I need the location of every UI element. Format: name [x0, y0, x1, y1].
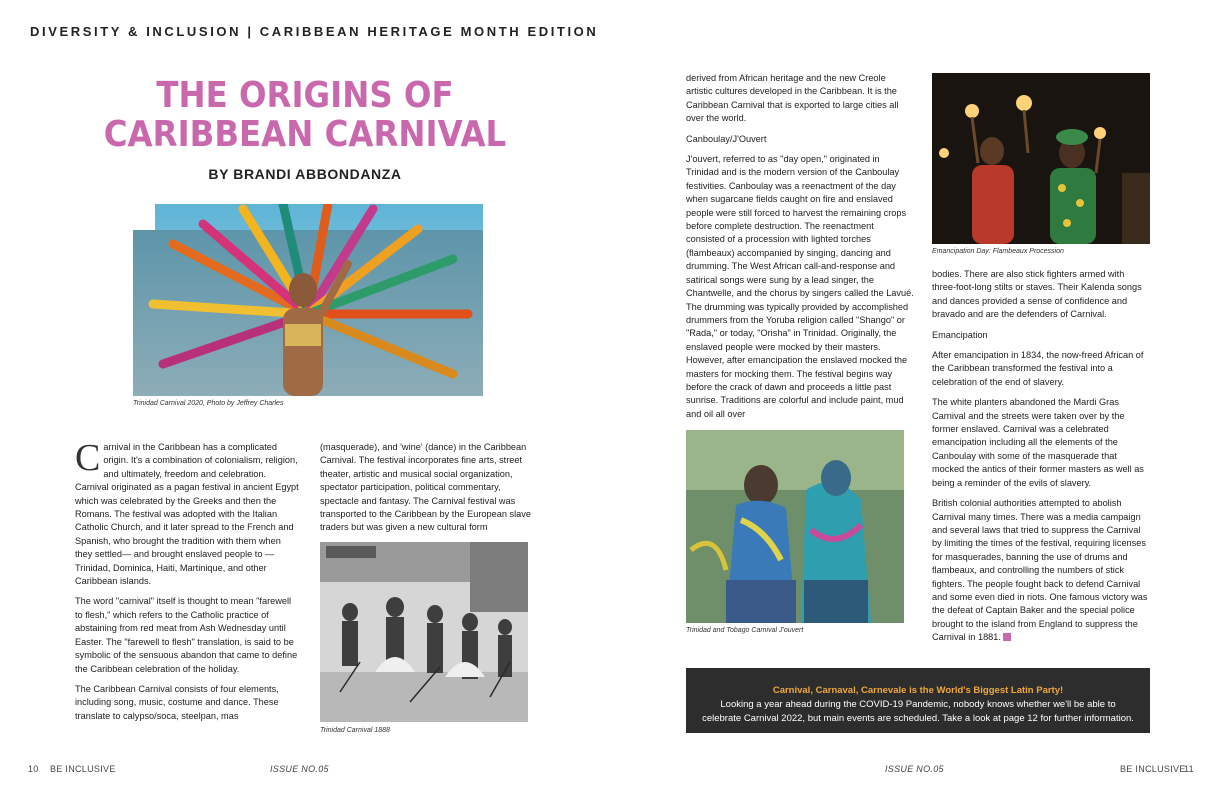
- byline: BY BRANDI ABBONDANZA: [208, 166, 402, 182]
- footer-brand-right: BE INCLUSIVE: [1120, 764, 1186, 774]
- carnival-2020-caption: Trinidad Carnival 2020, Photo by Jeffrey Charles: [133, 400, 284, 407]
- subheading-canboulay: Canboulay/J'Ouvert: [686, 133, 767, 144]
- flambeaux-photo: [932, 73, 1150, 244]
- carnival-1888-illustration: [320, 542, 528, 722]
- section-header: DIVERSITY & INCLUSION | CARIBBEAN HERITAGE MONTH EDITION: [30, 24, 599, 39]
- promo-line-1: Looking a year ahead during the COVID-19 Pandemic, nobody knows whether we'll be able to: [720, 699, 1116, 710]
- end-mark-icon: [1003, 633, 1011, 641]
- footer-issue-right: ISSUE NO.05: [885, 764, 944, 774]
- carnival-1888-photo: [320, 542, 528, 722]
- promo-line-2: celebrate Carnival 2022, but main events are scheduled. Take a look at page 12 for further information.: [702, 713, 1134, 724]
- carnival-1888-caption: Trinidad Carnival 1888: [320, 727, 390, 734]
- column-1: [75, 437, 300, 730]
- paragraph-planters: The white planters abandoned the Mardi Gras Carnival and the streets were taken over by the former enslaved. Carnival was a celebrated emancipation including all the elements of the Canboulay with some of the masquerade that mocked the antics of their former masters as well as being a reminder of the evils of slavery.: [932, 397, 1144, 488]
- paragraph-masquerade: (masquerade), and 'wine' (dance) in the Caribbean Carnival. The festival incorporates fine arts, street theater, artistic and musical social organization, spectator participation, political commentary, spectacle and fantasy. The Carnival festival was transported to the Caribbean by the European slave traders but was given a new cultural form: [320, 442, 531, 533]
- paragraph-stick-fighters: bodies. There are also stick fighters armed with three-foot-long stilts or staves. Their Kalenda songs and dances provided a sense of confidence and bravado and are the defenders of Carnival.: [932, 269, 1142, 320]
- title-line-2: CARIBBEAN CARNIVAL: [103, 114, 507, 155]
- jouvert-illustration: [686, 430, 904, 623]
- paragraph-emancipation: After emancipation in 1834, the now-freed African of the Caribbean transformed the festival into a celebration of the end of slavery.: [932, 350, 1144, 387]
- carnival-2020-photo: [133, 204, 483, 396]
- footer-brand-left: BE INCLUSIVE: [50, 764, 116, 774]
- jouvert-caption: Trinidad and Tobago Carnival J'ouvert: [686, 627, 804, 634]
- paragraph-creole: derived from African heritage and the new Creole artistic cultures developed in the Caribbean. It is the Caribbean Carnival that is exported to large cities all over the world.: [686, 73, 899, 124]
- paragraph-colonial: British colonial authorities attempted to abolish Carnival many times. There was a media campaign and several laws that tried to suppress the Carnival by limiting the times of the festival, requiring licenses for masquerades, banning the use of drums and flambeaux, and controlling the numbers of stick fighters. The people fought back to defend Carnival and some even died in riots. One famous victory was the defeat of Captain Baker and the special police brought to the island from England to suppress the Carnival in 1881.: [932, 498, 1148, 643]
- column-3: [686, 72, 914, 428]
- promo-title: Carnival, Carnaval, Carnevale is the World's Biggest Latin Party!: [772, 685, 1064, 696]
- title-line-1: THE ORIGINS OF: [156, 75, 454, 116]
- column-2: [320, 441, 540, 542]
- paragraph-farewell: The word "carnival" itself is thought to mean "farewell to flesh," which refers to the Catholic practice of abstaining from red meat from Ash Wednesday until Easter. The "farewell to flesh" translation, is said to be symbolic of the sensuous abandon that came to define the Caribbean celebration of the holiday.: [75, 596, 298, 674]
- jouvert-photo: [686, 430, 904, 623]
- paragraph-intro: Carnival in the Caribbean has a complicated origin. It's a combination of colonialism, religion, and ultimately, freedom and celebration. Carnival originated as a pagan festival in ancient Egypt which was celebrated by the Greeks and then the Romans. The festival was adopted with the Italian Catholic Church, and it later spread to the French and Spanish, who brought the tradition with them when they settled— and brought enslaved people to — Trinidad, Dominica, Haiti, Martinique, and other Caribbean islands.: [75, 437, 299, 587]
- flambeaux-illustration: [932, 73, 1150, 244]
- footer-page-number-left: 10: [28, 764, 39, 774]
- promo-box: [686, 668, 1150, 733]
- column-4: [932, 268, 1150, 652]
- flambeaux-caption: Emancipation Day: Flambeaux Procession: [932, 248, 1064, 255]
- subheading-emancipation: Emancipation: [932, 329, 988, 340]
- drop-cap: C: [75, 437, 101, 479]
- paragraph-jouvert: J'ouvert, referred to as "day open," originated in Trinidad and is the modern version of the Canboulay festivities. Canboulay was a reenactment of the day when sugarcane fields caught on fire and enslaved people were still forced to harvest the remaining crops before complete destruction. The reenactment consisted of a procession with lighted torches (flambeaux) accompanied by singing, dancing and drumming. The West African call-and-response and satirical songs were sung by a lead singer, the Chantwelle, and the chorus by singers called the Lavué. The drumming was typically provided by accomplished drummers from the Yoruba religion called "Shango" or "Rada," or today, "Orisha" in Trinidad. Originally, the enslaved people were mocked by their masters. However, after emancipation the enslaved mocked the masters for mocking them. The festival begins way before the crack of dawn and proceeds a little past sunrise. Traditions are colorful and include paint, mud and oil all over: [686, 154, 914, 419]
- paragraph-elements: The Caribbean Carnival consists of four elements, including song, music, costume and dance. These translate to calypso/soca, steelpan, mas: [75, 683, 279, 721]
- article-title: [85, 76, 526, 154]
- carnival-2020-illustration: [133, 204, 483, 396]
- footer-page-number-right: 11: [1184, 764, 1194, 774]
- footer-issue-left: ISSUE NO.05: [270, 764, 329, 774]
